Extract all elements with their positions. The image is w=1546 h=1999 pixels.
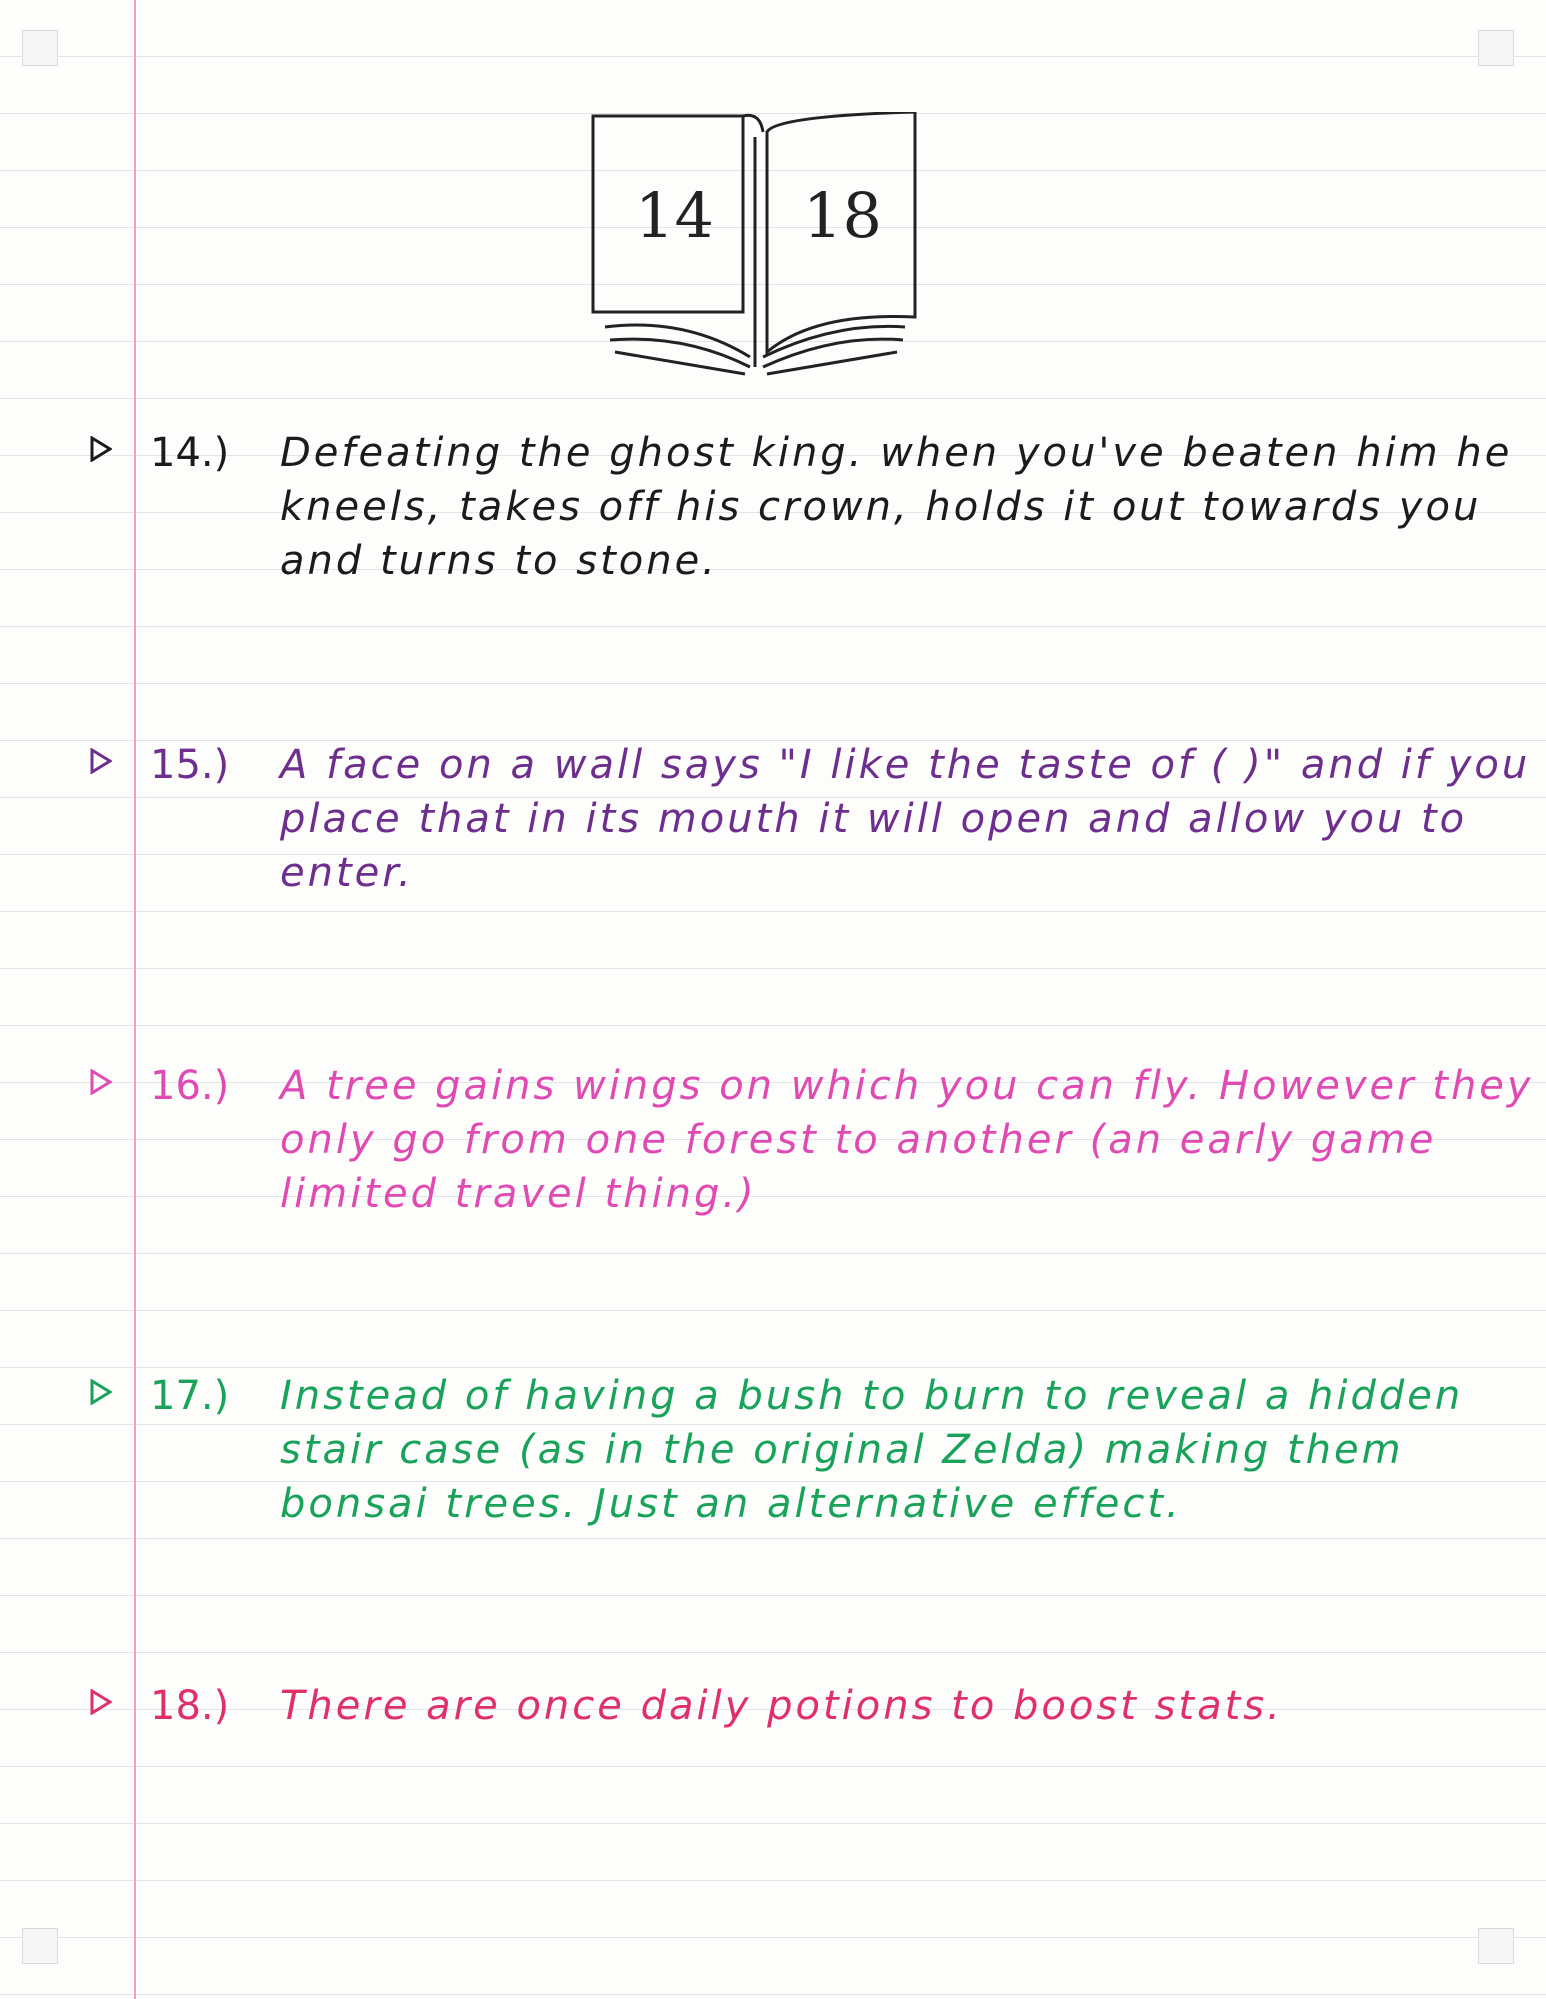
- item-text: Instead of having a bush to burn to reveal a hidden stair case (as in the original Zelda) making them bonsai trees. Just an alternative effect.: [280, 1373, 1464, 1527]
- item-number: 15.): [150, 742, 230, 788]
- list-item: [90, 742, 1531, 972]
- triangle-bullet-icon: [90, 1689, 112, 1715]
- open-book-icon: [585, 112, 925, 377]
- book-right-page-number: 18: [803, 179, 882, 252]
- book-left-page-number: 14: [635, 179, 714, 252]
- item-number: 14.): [150, 430, 230, 476]
- item-number: 17.): [150, 1373, 230, 1419]
- triangle-bullet-icon: [90, 1069, 112, 1095]
- corner-mark-top-right: [1478, 30, 1514, 66]
- list-item: [90, 1373, 1520, 1603]
- item-text: A face on a wall says "I like the taste of ( )" and if you place that in its mouth it will open and allow you to enter.: [280, 742, 1531, 896]
- item-text: A tree gains wings on which you can fly. However they only go from one forest to another (an early game limited travel thing.): [280, 1063, 1534, 1217]
- corner-mark-bottom-left: [22, 1928, 58, 1964]
- item-text: There are once daily potions to boost stats.: [280, 1683, 1283, 1729]
- triangle-bullet-icon: [90, 436, 112, 462]
- list-item: [90, 430, 1520, 650]
- triangle-bullet-icon: [90, 1379, 112, 1405]
- item-text: Defeating the ghost king. when you've beaten him he kneels, takes off his crown, holds it out towards you and turns to stone.: [280, 430, 1513, 584]
- triangle-bullet-icon: [90, 748, 112, 774]
- item-number: 16.): [150, 1063, 230, 1109]
- list-item: [90, 1063, 1534, 1293]
- corner-mark-top-left: [22, 30, 58, 66]
- list-item: [90, 1683, 1520, 1803]
- corner-mark-bottom-right: [1478, 1928, 1514, 1964]
- item-number: 18.): [150, 1683, 230, 1729]
